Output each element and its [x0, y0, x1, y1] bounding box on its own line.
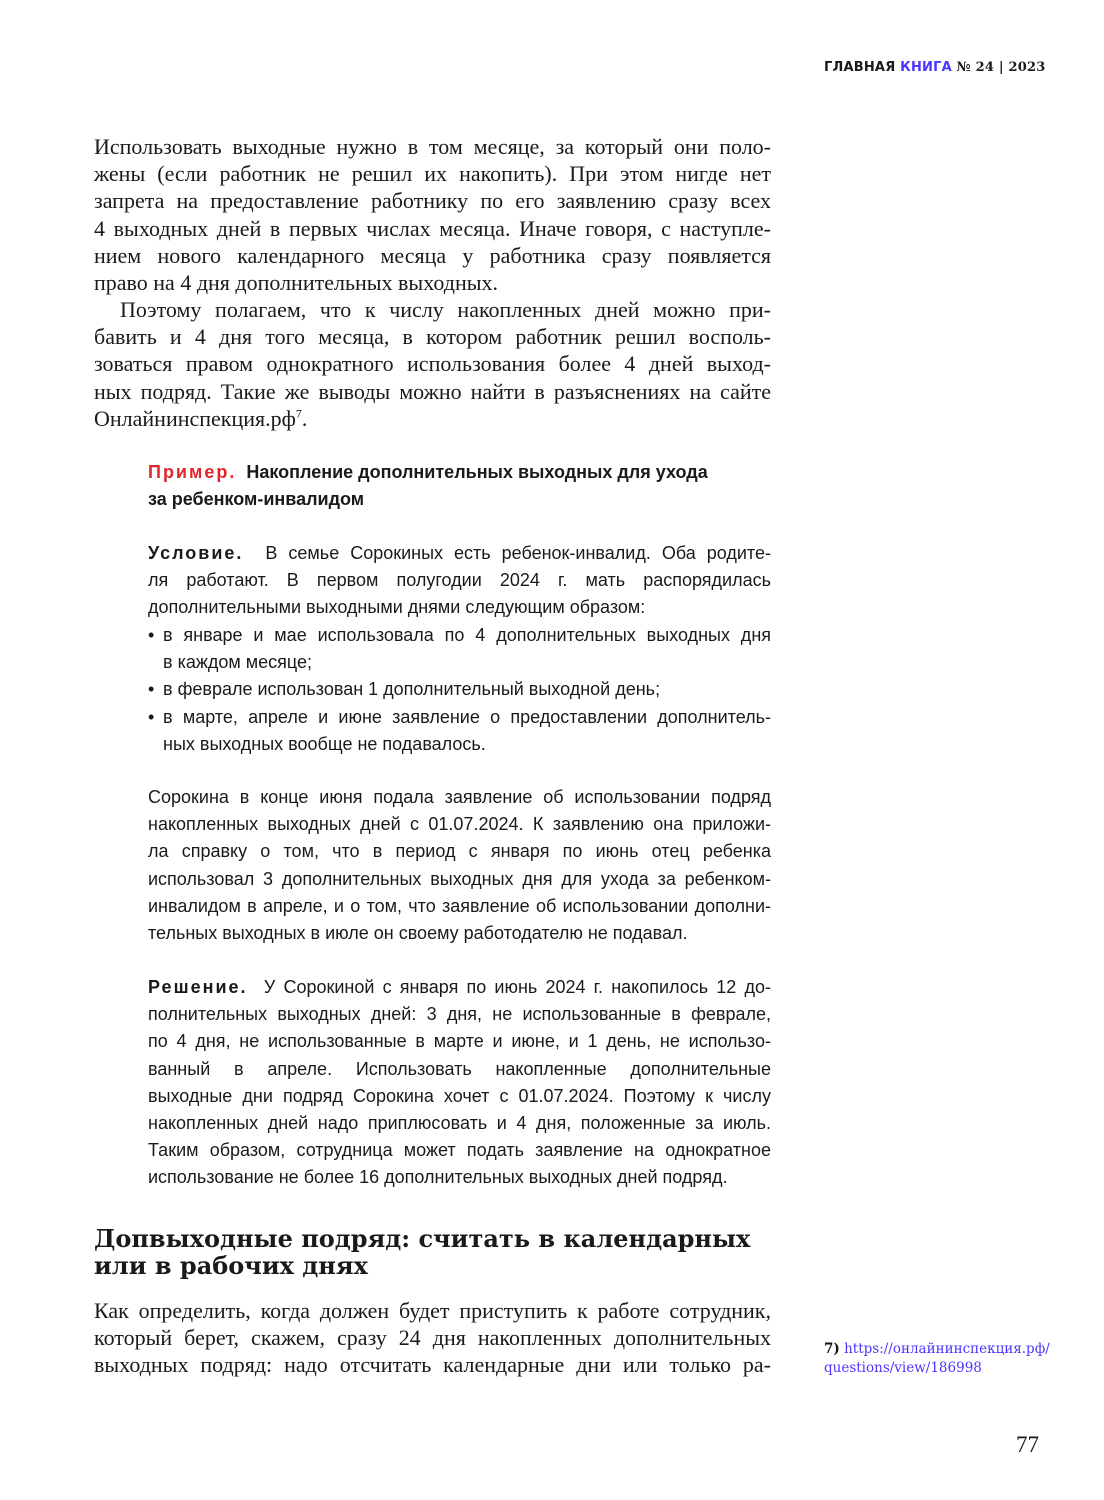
text-line: Онлайнинспекция.рф: [94, 405, 296, 431]
condition-line: В семье Сорокиных есть ребенок-инвалид. Оба родите-: [265, 543, 771, 563]
text-line: использование не более 16 дополнительных выходных дней подряд.: [148, 1167, 728, 1188]
list-item: [148, 676, 771, 703]
text-line: ных подряд. Такие же выводы можно найти в разъяснениях на сайте: [94, 378, 771, 404]
condition-line: ля работают. В первом полугодии 2024 г. мать распорядилась: [148, 570, 771, 591]
text-line: Как определить, когда должен будет приступить к работе сотрудник,: [94, 1298, 771, 1323]
text-line: накопленных дней надо приплюсовать и 4 дня, положенные за июль.: [148, 1112, 771, 1133]
text-line: выходных подряд: надо отсчитать календарные дни или только ра-: [94, 1352, 771, 1378]
text-line: 4 выходных дней в первых числах месяца. Иначе говоря, с наступле-: [94, 215, 771, 241]
text-line: бавить и 4 дня того месяца, в котором работник решил восполь-: [94, 324, 771, 350]
condition-line: дополнительными выходными днями следующим образом:: [148, 597, 646, 618]
text-line: нием нового календарного месяца у работника сразу появляется: [94, 242, 771, 268]
paragraph-3: [94, 1297, 771, 1379]
text-line: • в марте, апреле и июне заявление о предоставлении дополнитель-: [163, 706, 771, 727]
example-paragraph: [148, 784, 771, 947]
condition-label: Условие.: [148, 543, 244, 563]
text-line: зоваться правом однократного использования более 4 дней выход-: [94, 351, 771, 377]
text-line: по 4 дня, не использованные в марте и июне, и 1 день, не использо-: [148, 1031, 771, 1052]
example-label: Пример.: [148, 462, 237, 482]
list-item: [148, 704, 771, 758]
paragraph-1: [94, 133, 771, 296]
list-item: [148, 622, 771, 676]
page-number: 77: [1016, 1432, 1039, 1457]
text-line: Таким образом, сотрудница может подать заявление на однократное: [148, 1140, 771, 1161]
text-line: жены (если работник не решил их накопить). При этом нигде нет: [94, 161, 771, 187]
example-solution: [148, 974, 771, 1192]
brand-name: ГЛАВНАЯ: [824, 60, 896, 75]
text-line: • в январе и мае использовала по 4 дополнительных выходных дня: [163, 625, 771, 645]
text-line: который берет, скажем, сразу 24 дня накопленных дополнительных: [94, 1325, 771, 1351]
text-line: тельных выходных в июле он своему работодателю не подавал.: [148, 922, 688, 943]
text-line: ных выходных вообще не подавалось.: [163, 733, 486, 754]
footnote-link[interactable]: questions/view/186998: [824, 1360, 982, 1376]
text-line: полнительных выходных дней: 3 дня, не использованные в феврале,: [148, 1004, 771, 1025]
paragraph-2: [94, 296, 771, 432]
example-condition: [148, 540, 771, 622]
text-line: [94, 405, 771, 432]
text-line: в каждом месяце;: [163, 652, 313, 673]
text-line: право на 4 дня дополнительных выходных.: [94, 269, 498, 295]
example-title: [148, 459, 771, 513]
heading-line: Допвыходные подряд: считать в календарных: [94, 1224, 751, 1253]
text-line: Поэтому полагаем, что к числу накопленных дней можно при-: [120, 297, 771, 322]
text-line: использовал 3 дополнительных выходных дня для ухода за ребенком-: [148, 868, 771, 889]
section-heading: [94, 1225, 774, 1279]
text-line: инвалидом в апреле, и о том, что заявление об использовании дополни-: [148, 895, 771, 916]
text-line: Использовать выходные нужно в том месяце, за который они поло-: [94, 134, 771, 159]
text-line: накопленных выходных дней с 01.07.2024. К заявлению она приложи-: [148, 814, 771, 835]
punctuation: .: [301, 405, 308, 431]
text-line: • в феврале использован 1 дополнительный выходной день;: [163, 679, 661, 700]
example-title-line: за ребенком-инвалидом: [148, 489, 365, 510]
text-line: ванный в апреле. Использовать накопленные дополнительные: [148, 1058, 771, 1079]
heading-line: или в рабочих днях: [94, 1251, 368, 1280]
footnote: [824, 1340, 1050, 1378]
example-title-line: Накопление дополнительных выходных для ухода: [246, 462, 708, 482]
text-line: выходные дни подряд Сорокина хочет с 01.07.2024. Поэтому к числу: [148, 1085, 771, 1106]
example-list: [148, 622, 771, 758]
brand-name-accent: КНИГА: [900, 60, 952, 75]
text-line: Сорокина в конце июня подала заявление об использовании подряд: [148, 787, 771, 807]
footnote-number: 7): [824, 1341, 840, 1357]
issue-number: № 24 | 2023: [956, 60, 1046, 75]
running-header: [824, 60, 1046, 75]
text-line: запрета на предоставление работнику по его заявлению сразу всех: [94, 188, 771, 214]
footnote-link[interactable]: https://онлайнинспекция.рф/: [844, 1341, 1050, 1357]
text-line: ла справку о том, что в период с января по июнь отец ребенка: [148, 841, 771, 862]
solution-line: У Сорокиной с января по июнь 2024 г. накопилось 12 до-: [263, 977, 771, 997]
solution-label: Решение.: [148, 977, 248, 997]
footnote-ref[interactable]: 7: [295, 406, 302, 421]
